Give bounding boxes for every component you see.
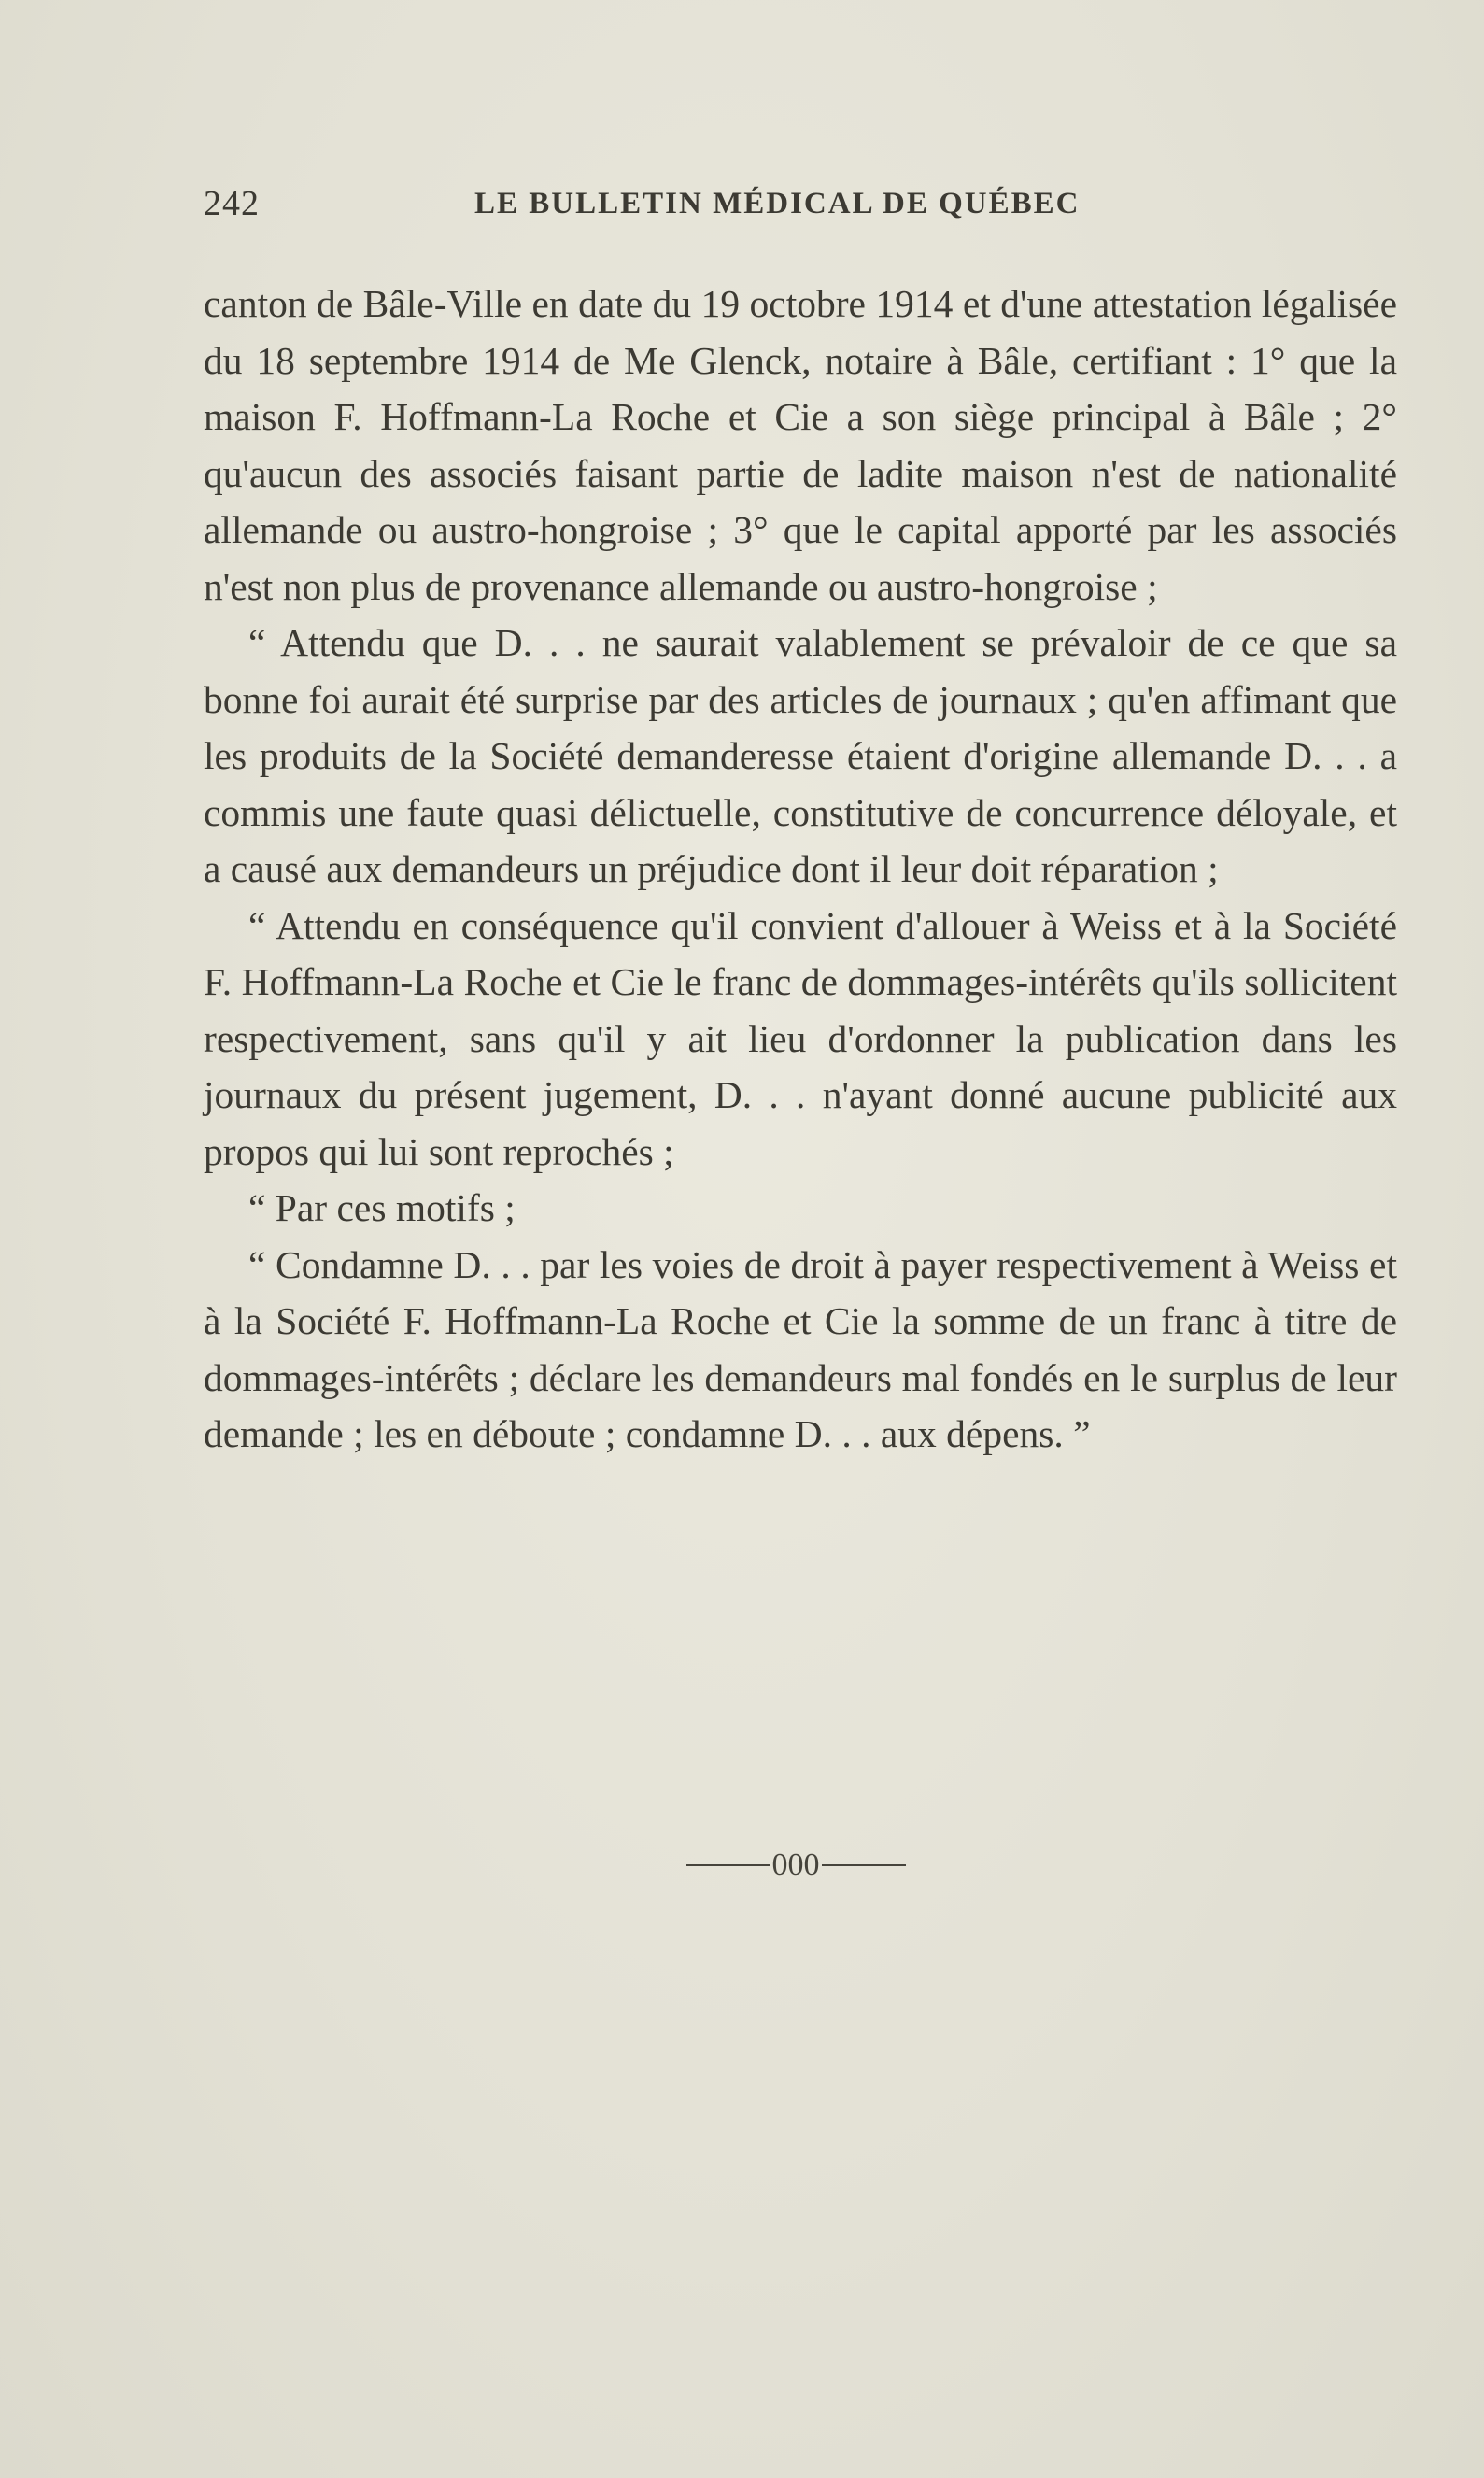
paragraph-par-ces-motifs: “ Par ces motifs ; bbox=[248, 1186, 516, 1229]
paragraph-attendu-bonne-foi: “ Attendu que D. . . ne saurait valablement se prévaloir de ce que sa bonne foi aurait été surprise par des articles de journaux ; qu'en affimant que les produits de la Société demanderesse étaient d'origine allemande D. . . a commis une faute quasi délictuelle, constitutive de concurrence déloyale, et a causé aux demandeurs un préjudice dont il leur doit réparation ; bbox=[204, 621, 1397, 890]
paragraph-continuation: canton de Bâle-Ville en date du 19 octobre 1914 et d'une attestation légalisée du 18 septembre 1914 de Me Glenck, notaire à Bâle, certifiant : 1° que la maison F. Hoffmann-La Roche et Cie a son siège principal à Bâle ; 2° qu'aucun des associés faisant partie de ladite maison n'est de nationalité allemande ou austro-hongroise ; 3° que le capital apporté par les associés n'est non plus de provenance allemande ou austro-hongroise ; bbox=[204, 282, 1397, 608]
page-number: 242 bbox=[204, 184, 260, 223]
page-header bbox=[204, 183, 1399, 230]
divider-ornament: 000 bbox=[771, 1848, 820, 1883]
running-title: LE BULLETIN MÉDICAL DE QUÉBEC bbox=[474, 187, 1081, 220]
section-divider bbox=[674, 1846, 917, 1889]
paragraph-condamne: “ Condamne D. . . par les voies de droit à payer respectivement à Weiss et à la Société F. Hoffmann-La Roche et Cie la somme de un franc à titre de dommages-intérêts ; déclare les demandeurs mal fondés en le surplus de leur demande ; les en déboute ; condamne D. . . aux dépens. ” bbox=[204, 1242, 1397, 1455]
body-text bbox=[204, 276, 1397, 1463]
paragraph-attendu-consequence: “ Attendu en conséquence qu'il convient d'allouer à Weiss et à la Société F. Hoffmann-La Roche et Cie le franc de dommages-intérêts qu'ils sollicitent respectivement, sans qu'il y ait lieu d'ordonner la publication dans les journaux du présent jugement, D. . . n'ayant donné aucune publicité aux propos qui lui sont reprochés ; bbox=[204, 903, 1397, 1173]
divider-rule-right bbox=[822, 1864, 906, 1866]
divider-rule-left bbox=[686, 1864, 770, 1866]
